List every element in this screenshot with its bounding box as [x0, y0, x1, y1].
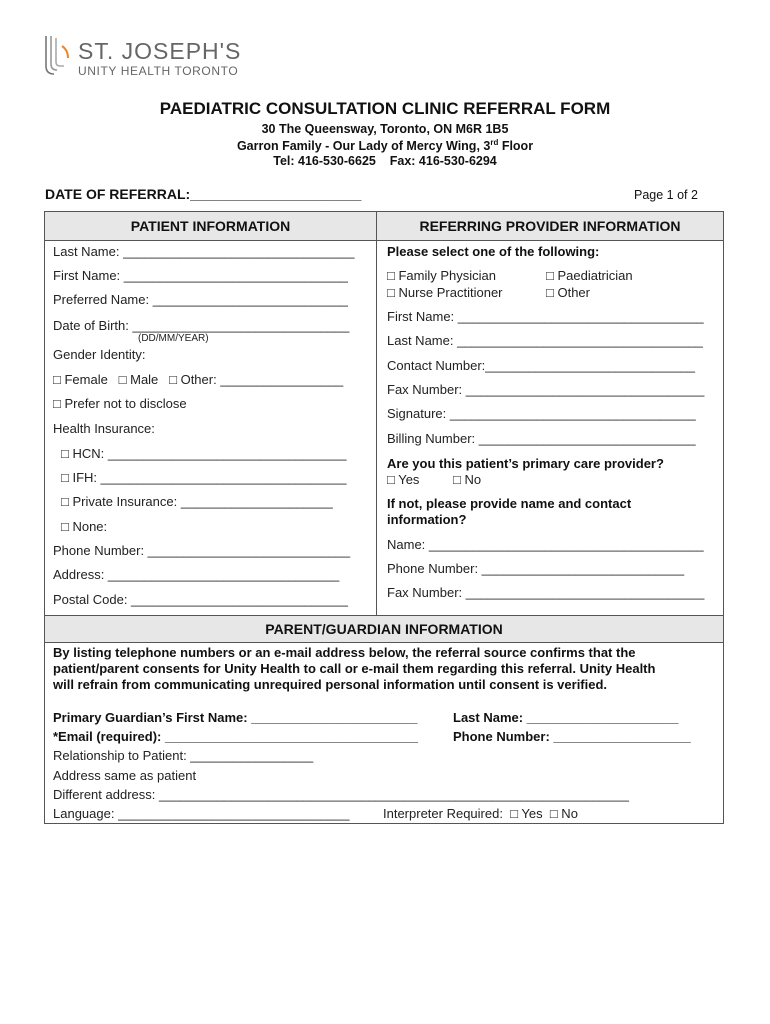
no-insurance-checkbox[interactable]: □ None: [61, 519, 108, 534]
alt-provider-phone-field[interactable]: Phone Number: ____________________________ [387, 561, 685, 576]
family-physician-checkbox[interactable]: □ Family Physician [387, 268, 496, 283]
interpreter-required-options[interactable]: Interpreter Required: □ Yes □ No [383, 806, 578, 821]
provider-fax-field[interactable]: Fax Number: _________________________________ [387, 382, 705, 397]
provider-signature-field[interactable]: Signature: __________________________________ [387, 406, 696, 421]
prefer-not-to-disclose-checkbox[interactable]: □ Prefer not to disclose [53, 396, 187, 411]
alt-provider-fax-field[interactable]: Fax Number: _________________________________ [387, 585, 705, 600]
guardian-phone-field[interactable]: Phone Number: ___________________ [453, 729, 691, 744]
primary-care-yes-checkbox[interactable]: □ Yes [387, 472, 420, 487]
private-insurance-field[interactable]: □ Private Insurance: _____________________ [61, 494, 333, 509]
patient-address-field[interactable]: Address: ________________________________ [53, 567, 340, 582]
provider-billing-number-field[interactable]: Billing Number: ______________________________ [387, 431, 696, 446]
page-number: Page 1 of 2 [634, 188, 698, 202]
alt-provider-name-field[interactable]: Name: ______________________________________ [387, 537, 704, 552]
primary-care-no-checkbox[interactable]: □ No [453, 472, 482, 487]
patient-last-name-field[interactable]: Last Name: ________________________________ [53, 244, 355, 259]
patient-postal-code-field[interactable]: Postal Code: ______________________________ [53, 592, 348, 607]
address-same-as-patient[interactable]: Address same as patient [53, 768, 197, 783]
nurse-practitioner-checkbox[interactable]: □ Nurse Practitioner [387, 285, 503, 300]
patient-info-heading: PATIENT INFORMATION [45, 212, 376, 240]
consent-text-line-3: will refrain from communicating unrequired personal information until consent is verified. [53, 677, 608, 692]
guardian-different-address-field[interactable]: Different address: _________________________________________________________________ [53, 787, 629, 802]
patient-first-name-field[interactable]: First Name: _______________________________ [53, 268, 348, 283]
gender-identity-label: Gender Identity: [53, 347, 146, 362]
clinic-phones: Tel: 416-530-6625 Fax: 416-530-6294 [273, 154, 497, 168]
consent-text-line-1: By listing telephone numbers or an e-mail address below, the referral source confirms that the [53, 645, 636, 660]
alt-provider-prompt-line-1: If not, please provide name and contact [387, 496, 632, 511]
date-of-referral-field[interactable]: DATE OF REFERRAL:______________________ [45, 186, 362, 202]
clinic-location: Garron Family - Our Lady of Mercy Wing, 3rd Floor [236, 138, 534, 154]
health-insurance-label: Health Insurance: [53, 421, 155, 436]
provider-last-name-field[interactable]: Last Name: __________________________________ [387, 333, 703, 348]
logo-name: ST. JOSEPH'S [78, 38, 242, 64]
logo-subname: UNITY HEALTH TORONTO [78, 64, 239, 78]
st-josephs-logo-icon [42, 32, 72, 78]
primary-care-question: Are you this patient’s primary care provider? [387, 456, 664, 471]
gender-options[interactable]: □ Female □ Male □ Other: _________________ [53, 372, 344, 387]
ifh-field[interactable]: □ IFH: __________________________________ [61, 470, 347, 485]
consent-text-line-2: patient/parent consents for Unity Health to call or e-mail them regarding this referral. Unity Health [53, 661, 656, 676]
patient-phone-field[interactable]: Phone Number: ____________________________ [53, 543, 351, 558]
provider-info-heading: REFERRING PROVIDER INFORMATION [377, 212, 723, 240]
patient-preferred-name-field[interactable]: Preferred Name: ___________________________ [53, 292, 348, 307]
alt-provider-prompt-line-2: information? [387, 512, 467, 527]
patient-dob-field[interactable]: Date of Birth: ______________________________ [53, 318, 350, 333]
guardian-relationship-field[interactable]: Relationship to Patient: _________________ [53, 748, 314, 763]
other-provider-checkbox[interactable]: □ Other [546, 285, 590, 300]
provider-first-name-field[interactable]: First Name: __________________________________ [387, 309, 704, 324]
provider-contact-number-field[interactable]: Contact Number:_____________________________ [387, 358, 695, 373]
guardian-info-heading: PARENT/GUARDIAN INFORMATION [45, 616, 723, 642]
provider-type-prompt: Please select one of the following: [387, 244, 600, 259]
clinic-address: 30 The Queensway, Toronto, ON M6R 1B5 [261, 122, 509, 136]
guardian-language-field[interactable]: Language: ________________________________ [53, 806, 350, 821]
guardian-last-name-field[interactable]: Last Name: _____________________ [453, 710, 679, 725]
guardian-email-field[interactable]: *Email (required): ___________________________________ [53, 729, 419, 744]
page-title: PAEDIATRIC CONSULTATION CLINIC REFERRAL FORM [159, 99, 611, 118]
guardian-first-name-field[interactable]: Primary Guardian’s First Name: _______________________ [53, 710, 418, 725]
dob-format-hint: (DD/MM/YEAR) [138, 333, 209, 344]
paediatrician-checkbox[interactable]: □ Paediatrician [546, 268, 633, 283]
hcn-field[interactable]: □ HCN: _________________________________ [61, 446, 347, 461]
